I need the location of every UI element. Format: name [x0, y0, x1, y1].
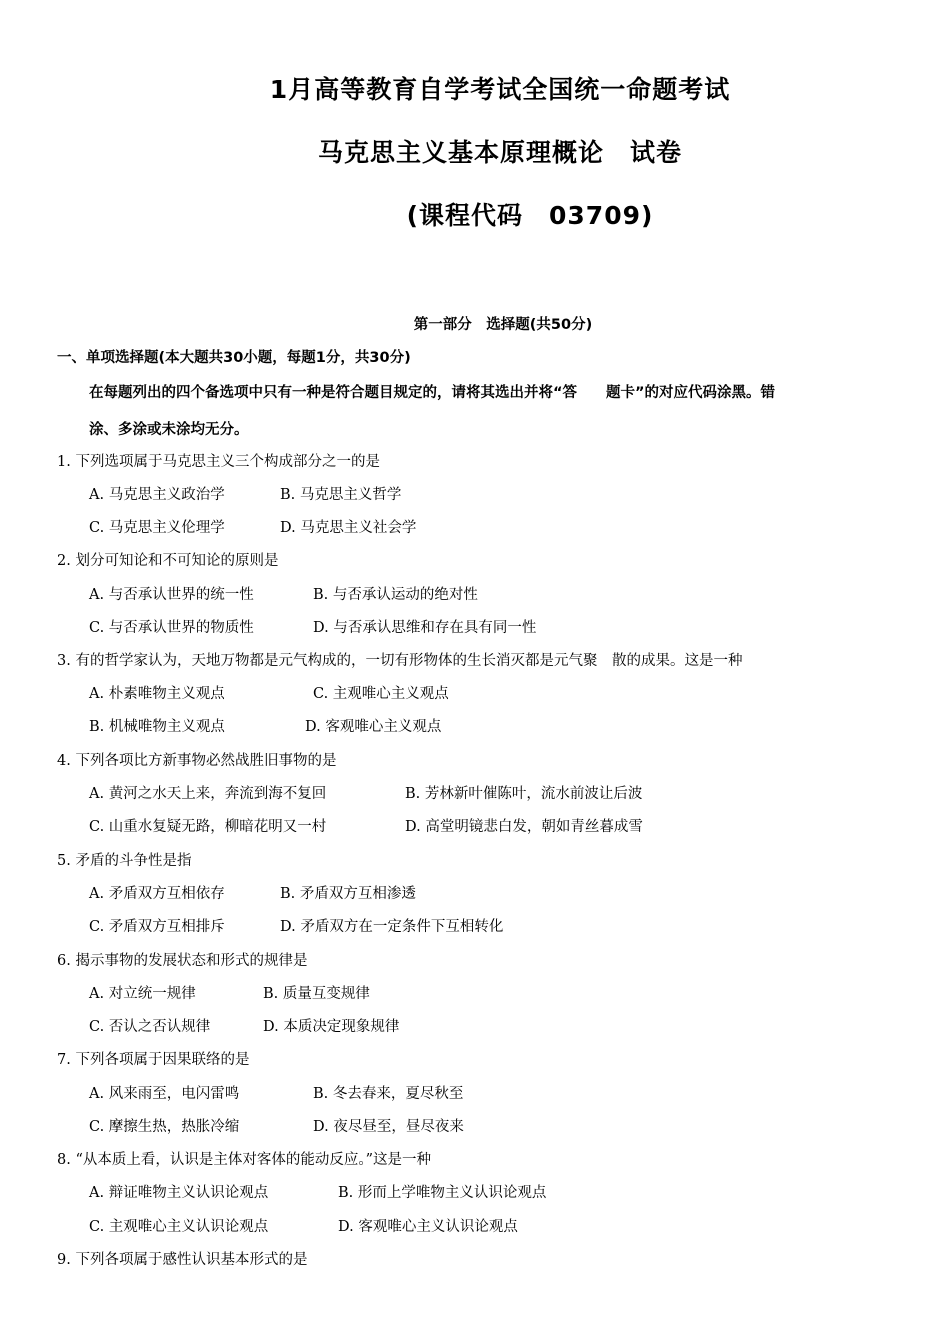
exam-title: 1月高等教育自学考试全国统一命题考试: [269, 75, 731, 104]
option: C. 摩擦生热，热胀冷缩: [89, 1119, 240, 1135]
question-stem: 8. “从本质上看，认识是主体对客体的能动反应。”这是一种: [57, 1152, 432, 1168]
option: B. 冬去春来，夏尽秋至: [313, 1086, 464, 1102]
question-stem: 9. 下列各项属于感性认识基本形式的是: [57, 1252, 308, 1268]
question-stem: 7. 下列各项属于因果联络的是: [57, 1052, 250, 1068]
option: B. 矛盾双方互相渗透: [280, 886, 416, 902]
part-heading: 第一部分 选择题(共50分): [413, 317, 593, 333]
option: C. 否认之否认规律: [89, 1019, 211, 1035]
question-stem: 6. 揭示事物的发展状态和形式的规律是: [57, 953, 308, 969]
option: B. 机械唯物主义观点: [89, 719, 225, 735]
question-stem: 1. 下列选项属于马克思主义三个构成部分之一的是: [57, 454, 380, 470]
option: C. 马克思主义伦理学: [89, 520, 225, 536]
option: A. 马克思主义政治学: [89, 487, 225, 503]
option: A. 风来雨至，电闪雷鸣: [89, 1086, 240, 1102]
option: D. 客观唯心主义认识论观点: [338, 1219, 518, 1235]
question-stem: 4. 下列各项比方新事物必然战胜旧事物的是: [57, 753, 337, 769]
option: A. 黄河之水天上来，奔流到海不复回: [89, 786, 327, 802]
section-heading: 一、单项选择题(本大题共30小题，每题1分，共30分): [57, 350, 411, 366]
option: C. 主观唯心主义观点: [313, 686, 449, 702]
course-code: (课程代码 03709): [406, 201, 654, 230]
option: A. 辩证唯物主义认识论观点: [89, 1185, 269, 1201]
instruction-line-2: 涂、多涂或未涂均无分。: [89, 422, 249, 438]
option: B. 形而上学唯物主义认识论观点: [338, 1185, 547, 1201]
option: D. 矛盾双方在一定条件下互相转化: [280, 919, 504, 935]
option: B. 与否承认运动的绝对性: [313, 587, 478, 603]
option: D. 本质决定现象规律: [263, 1019, 400, 1035]
question-stem: 3. 有的哲学家认为，天地万物都是元气构成的，一切有形物体的生长消灭都是元气聚 散的成果。这是一种: [57, 653, 743, 669]
option: D. 夜尽昼至，昼尽夜来: [313, 1119, 464, 1135]
question-stem: 2. 划分可知论和不可知论的原则是: [57, 553, 279, 569]
option: D. 客观唯心主义观点: [305, 719, 442, 735]
exam-subject: 马克思主义基本原理概论 试卷: [317, 138, 682, 167]
option: A. 朴素唯物主义观点: [89, 686, 225, 702]
option: C. 矛盾双方互相排斥: [89, 919, 225, 935]
option: C. 与否承认世界的物质性: [89, 620, 254, 636]
option: C. 主观唯心主义认识论观点: [89, 1219, 269, 1235]
option: D. 与否承认思维和存在具有同一性: [313, 620, 537, 636]
option: A. 对立统一规律: [89, 986, 196, 1002]
option: B. 马克思主义哲学: [280, 487, 402, 503]
option: C. 山重水复疑无路，柳暗花明又一村: [89, 819, 327, 835]
option: B. 芳林新叶催陈叶，流水前波让后波: [405, 786, 643, 802]
option: D. 马克思主义社会学: [280, 520, 417, 536]
option: D. 高堂明镜悲白发，朝如青丝暮成雪: [405, 819, 643, 835]
instruction-line-1: 在每题列出的四个备选项中只有一种是符合题目规定的，请将其选出并将“答 题卡”的对应代码涂黑。错: [89, 385, 776, 401]
option: B. 质量互变规律: [263, 986, 370, 1002]
option: A. 矛盾双方互相依存: [89, 886, 225, 902]
question-stem: 5. 矛盾的斗争性是指: [57, 853, 192, 869]
option: A. 与否承认世界的统一性: [89, 587, 254, 603]
